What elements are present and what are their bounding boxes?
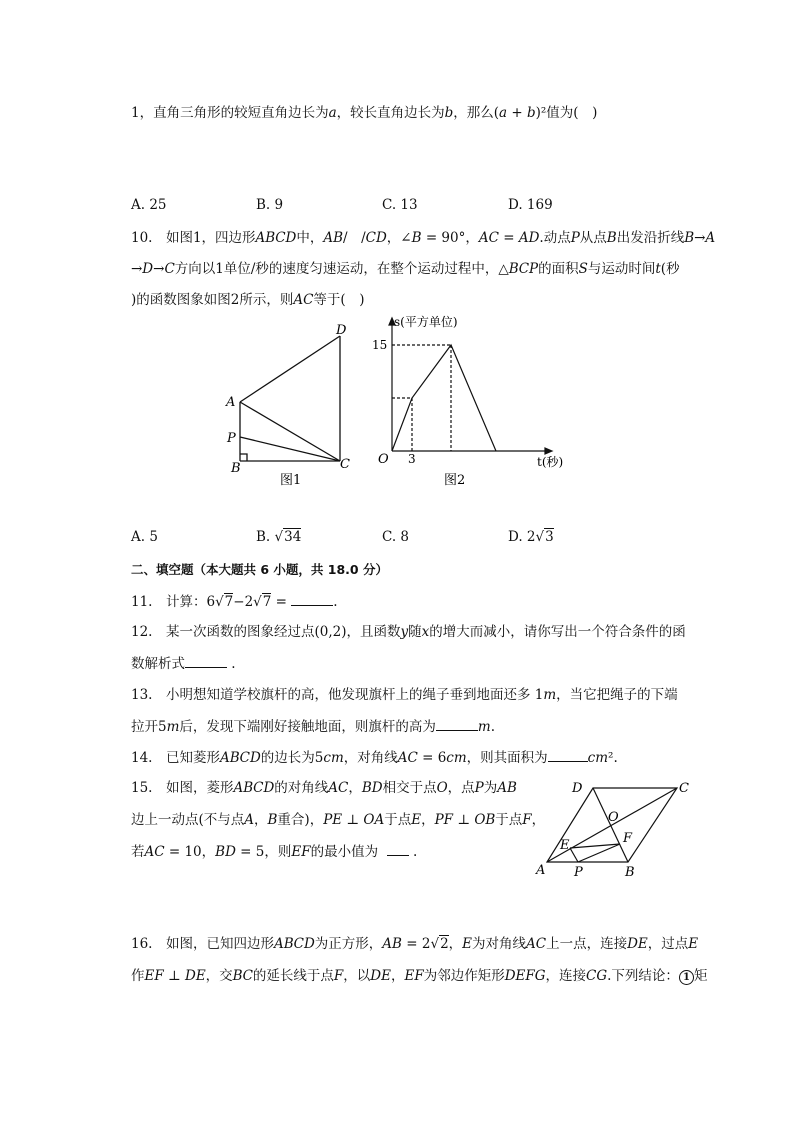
fig15-label-b: B — [625, 865, 635, 880]
fig1-label-a: A — [226, 395, 236, 410]
q11: 11. 计算：6√7−2√7 = . — [131, 591, 338, 612]
q16-line2: 作𝐸𝐹 ⊥ 𝐷𝐸，交𝐵𝐶的延长线于点𝐹，以𝐷𝐸，𝐸𝐹为邻边作矩形𝐷𝐸𝐹𝐺，连接𝐶𝐺.下列结论： 1 矩 — [131, 968, 708, 984]
q10-option-a: A. 5 — [131, 529, 158, 545]
q10-option-b: B. √34 — [256, 529, 302, 545]
fig15-label-e: E — [560, 838, 570, 853]
q10-option-d: D. 2√3 — [508, 529, 554, 545]
fig1-label-c: C — [340, 457, 350, 472]
fig2-x-axis-label: t(秒) — [537, 455, 564, 469]
q15-line1: 15. 如图，菱形𝐴𝐵𝐶𝐷的对角线𝐴𝐶，𝐵𝐷相交于点𝑂，点𝑃为𝐴𝐵 — [131, 780, 517, 796]
option-c: C. 13 — [382, 197, 418, 213]
fig1-label-p: P — [227, 431, 236, 446]
fig1-caption: 图1 — [280, 473, 302, 488]
figure-2 — [372, 310, 572, 490]
q10-line3: )的函数图象如图2所示，则𝐴𝐶等于( ) — [131, 292, 365, 308]
q13-line1: 13. 小明想知道学校旗杆的高，他发现旗杆上的绳子垂到地面还多 1𝑚，当它把绳子的下端 — [131, 687, 678, 703]
q16-line1: 16. 如图，已知四边形𝐴𝐵𝐶𝐷为正方形，𝐴𝐵 = 2√2，𝐸为对角线𝐴𝐶上一点，连接𝐷𝐸，过点𝐸 — [131, 936, 699, 952]
fig15-label-p: P — [574, 865, 583, 880]
fig1-label-b: B — [231, 461, 241, 476]
q12-line1: 12. 某一次函数的图象经过点(0,2)，且函数𝑦随𝑥的增大而减小，请你写出一个符合条件的函 — [131, 624, 686, 640]
q14: 14. 已知菱形𝐴𝐵𝐶𝐷的边长为5𝑐𝑚，对角线𝐴𝐶 = 6𝑐𝑚，则其面积为 𝑐𝑚². — [131, 747, 618, 768]
question-prev-stem: 1，直角三角形的较短直角边长为𝑎，较长直角边长为𝑏，那么(𝑎 + 𝑏)²值为( ) — [131, 105, 598, 121]
option-a: A. 25 — [131, 197, 167, 213]
figure-rhombus — [532, 776, 697, 881]
q10-line1: 10. 如图1，四边形𝐴𝐵𝐶𝐷中，𝐴𝐵/ /𝐶𝐷，∠𝐵 = 90°，𝐴𝐶 = 𝐴𝐷.动点𝑃从点𝐵出发沿折线𝐵→𝐴 — [131, 230, 716, 246]
fig15-label-d: D — [572, 781, 583, 796]
figure-1 — [222, 318, 362, 493]
fig15-label-c: C — [679, 781, 689, 796]
section-heading: 二、填空题（本大题共 6 小题，共 18.0 分） — [131, 562, 388, 577]
q15-line2: 边上一动点(不与点𝐴，𝐵重合)，𝑃𝐸 ⊥ 𝑂𝐴于点𝐸，𝑃𝐹 ⊥ 𝑂𝐵于点𝐹， — [131, 812, 546, 828]
fig2-origin: O — [378, 452, 389, 467]
fig1-label-d: D — [336, 323, 347, 338]
option-b: B. 9 — [256, 197, 284, 213]
q10-option-c: C. 8 — [382, 529, 410, 545]
fig2-tick-15: 15 — [372, 338, 388, 352]
q12-line2: 数解析式 . — [131, 653, 236, 674]
fig2-tick-3: 3 — [408, 452, 416, 466]
fig15-label-a: A — [536, 863, 546, 878]
q10-line2: →𝐷→𝐶方向以1单位/秒的速度匀速运动，在整个运动过程中，△𝐵𝐶𝑃的面积𝑆与运动时间𝑡(秒 — [131, 261, 680, 277]
fig2-y-axis-label: s(平方单位) — [394, 315, 458, 329]
fig15-label-o: O — [608, 810, 619, 825]
fig15-label-f: F — [623, 831, 633, 846]
option-d: D. 169 — [508, 197, 553, 213]
fig2-caption: 图2 — [444, 473, 466, 488]
q13-line2: 拉开5𝑚后，发现下端刚好接触地面，则旗杆的高为 𝑚. — [131, 716, 495, 737]
q15-line3: 若𝐴𝐶 = 10，𝐵𝐷 = 5，则𝐸𝐹的最小值为 . — [131, 841, 417, 862]
